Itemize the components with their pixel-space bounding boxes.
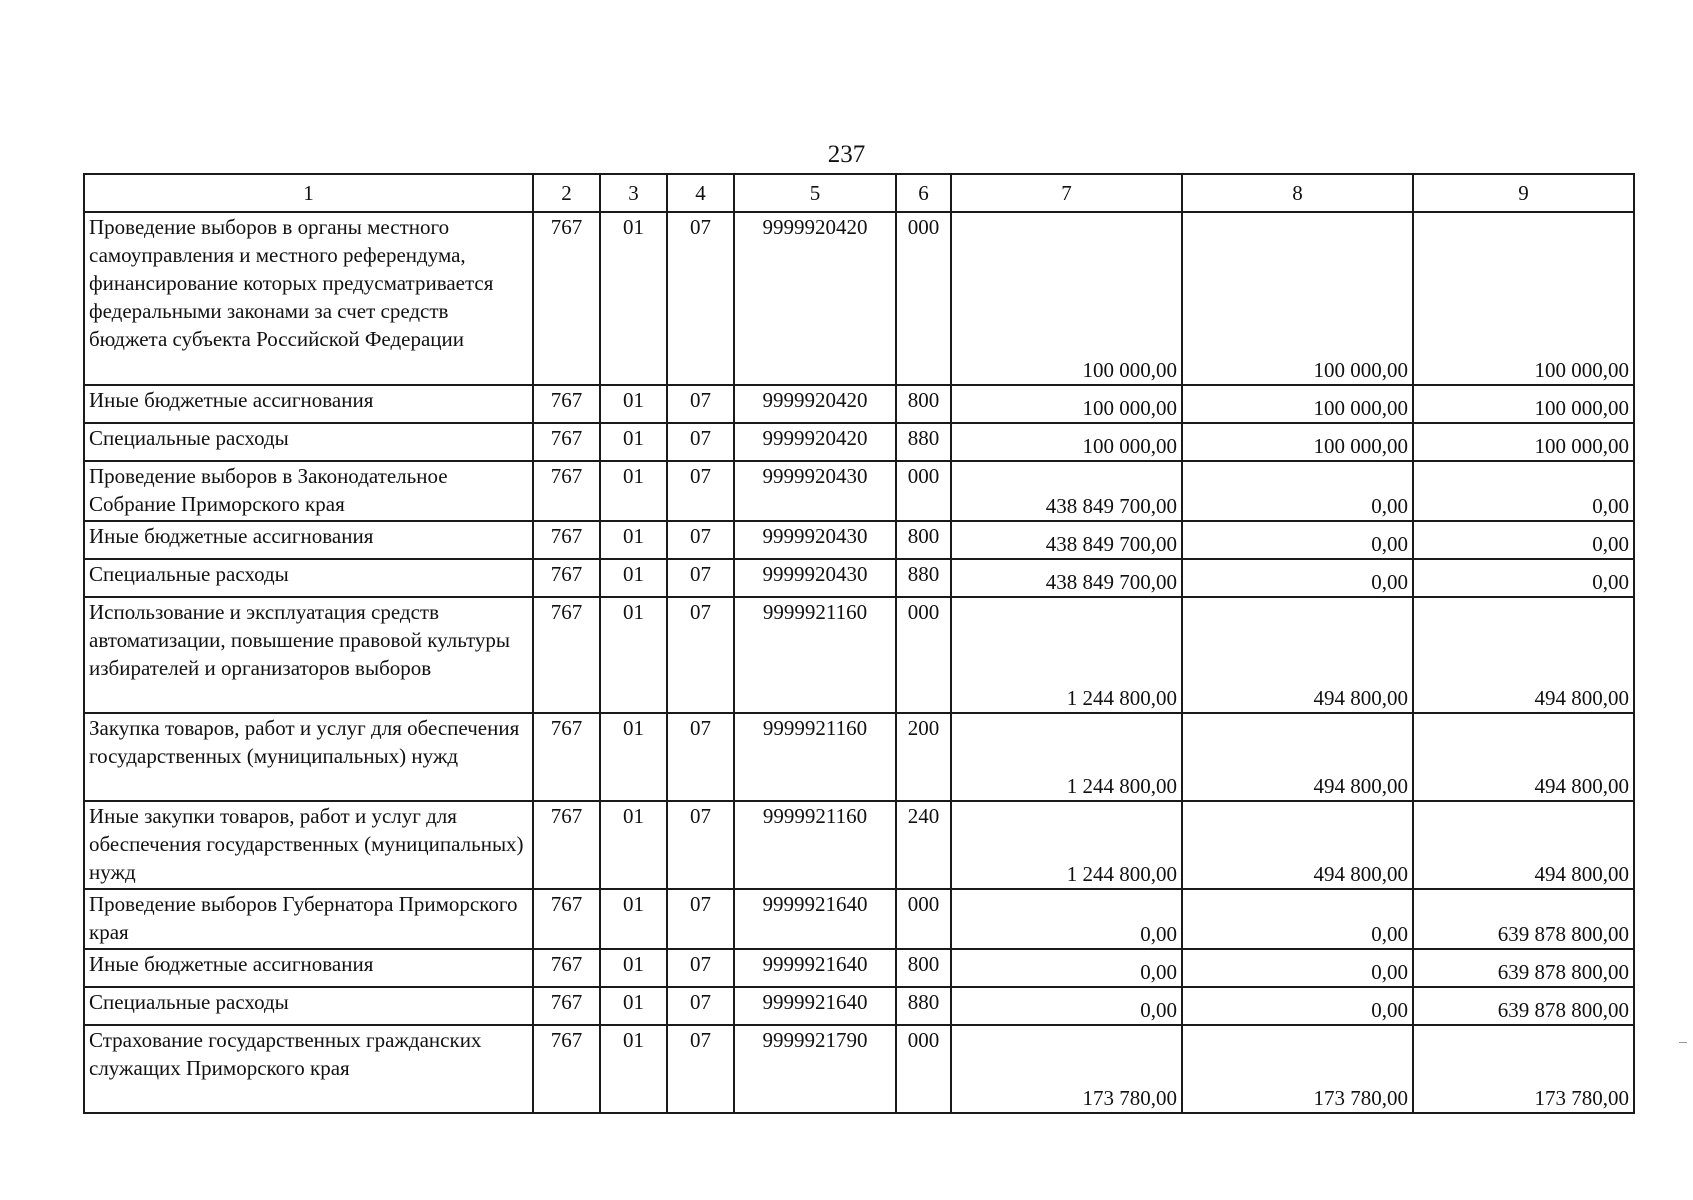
table-row [84, 597, 1634, 713]
row-name: Иные бюджетные ассигнования [84, 385, 533, 423]
row-amount-8: 100 000,00 [1182, 385, 1413, 423]
header-col-3: 3 [600, 174, 667, 212]
row-code-6: 880 [896, 559, 951, 597]
row-name: Страхование государственных гражданских служащих Приморского края [84, 1025, 533, 1113]
table-row [84, 212, 1634, 385]
row-code-5: 9999920420 [734, 385, 896, 423]
row-name: Проведение выборов в Законодательное Собрание Приморского края [84, 461, 533, 521]
row-amount-7: 0,00 [951, 949, 1182, 987]
row-code-5: 9999920420 [734, 212, 896, 385]
row-amount-8: 0,00 [1182, 559, 1413, 597]
row-code-2: 767 [533, 597, 600, 713]
row-amount-9: 100 000,00 [1413, 385, 1634, 423]
row-code-5: 9999921790 [734, 1025, 896, 1113]
row-code-2: 767 [533, 713, 600, 801]
row-code-3: 01 [600, 987, 667, 1025]
row-code-5: 9999921640 [734, 987, 896, 1025]
row-code-3: 01 [600, 949, 667, 987]
row-amount-9: 494 800,00 [1413, 597, 1634, 713]
row-amount-7: 438 849 700,00 [951, 559, 1182, 597]
table-row [84, 987, 1634, 1025]
row-amount-8: 0,00 [1182, 461, 1413, 521]
row-code-6: 800 [896, 385, 951, 423]
row-amount-8: 494 800,00 [1182, 713, 1413, 801]
row-code-5: 9999921640 [734, 949, 896, 987]
row-amount-9: 0,00 [1413, 559, 1634, 597]
header-col-2: 2 [533, 174, 600, 212]
row-code-2: 767 [533, 987, 600, 1025]
row-code-6: 800 [896, 949, 951, 987]
row-amount-7: 100 000,00 [951, 212, 1182, 385]
row-code-2: 767 [533, 1025, 600, 1113]
row-name: Проведение выборов в органы местного самоуправления и местного референдума, финансирование которых предусматривается федеральными законами за счет средств бюджета субъекта Российской Федерации [84, 212, 533, 385]
row-amount-9: 0,00 [1413, 521, 1634, 559]
row-code-4: 07 [667, 713, 734, 801]
header-col-7: 7 [951, 174, 1182, 212]
row-code-2: 767 [533, 801, 600, 889]
row-code-6: 000 [896, 597, 951, 713]
row-amount-7: 1 244 800,00 [951, 597, 1182, 713]
row-amount-7: 173 780,00 [951, 1025, 1182, 1113]
row-code-5: 9999921640 [734, 889, 896, 949]
table-row [84, 559, 1634, 597]
row-amount-8: 494 800,00 [1182, 801, 1413, 889]
table-row [84, 521, 1634, 559]
row-code-3: 01 [600, 423, 667, 461]
row-code-2: 767 [533, 889, 600, 949]
table-row [84, 713, 1634, 801]
row-code-5: 9999920420 [734, 423, 896, 461]
row-name: Закупка товаров, работ и услуг для обеспечения государственных (муниципальных) нужд [84, 713, 533, 801]
row-code-6: 240 [896, 801, 951, 889]
row-amount-8: 0,00 [1182, 987, 1413, 1025]
row-code-4: 07 [667, 559, 734, 597]
row-code-3: 01 [600, 597, 667, 713]
row-name: Проведение выборов Губернатора Приморского края [84, 889, 533, 949]
row-code-6: 000 [896, 461, 951, 521]
header-row [84, 174, 1634, 212]
row-code-4: 07 [667, 212, 734, 385]
row-code-4: 07 [667, 1025, 734, 1113]
row-code-3: 01 [600, 801, 667, 889]
header-col-9: 9 [1413, 174, 1634, 212]
row-name: Иные бюджетные ассигнования [84, 521, 533, 559]
row-name: Использование и эксплуатация средств автоматизации, повышение правовой культуры избирателей и организаторов выборов [84, 597, 533, 713]
row-amount-8: 173 780,00 [1182, 1025, 1413, 1113]
row-amount-9: 639 878 800,00 [1413, 987, 1634, 1025]
table-row [84, 423, 1634, 461]
row-code-3: 01 [600, 385, 667, 423]
row-code-5: 9999920430 [734, 461, 896, 521]
row-code-4: 07 [667, 461, 734, 521]
row-amount-9: 494 800,00 [1413, 801, 1634, 889]
table-row [84, 889, 1634, 949]
row-code-4: 07 [667, 385, 734, 423]
row-code-3: 01 [600, 212, 667, 385]
row-code-3: 01 [600, 559, 667, 597]
row-amount-9: 173 780,00 [1413, 1025, 1634, 1113]
row-amount-7: 0,00 [951, 987, 1182, 1025]
table-row [84, 385, 1634, 423]
row-code-5: 9999921160 [734, 801, 896, 889]
header-col-6: 6 [896, 174, 951, 212]
row-name: Специальные расходы [84, 987, 533, 1025]
row-code-2: 767 [533, 461, 600, 521]
table-row [84, 1025, 1634, 1113]
row-code-2: 767 [533, 521, 600, 559]
row-code-5: 9999920430 [734, 559, 896, 597]
row-code-3: 01 [600, 713, 667, 801]
row-amount-9: 494 800,00 [1413, 713, 1634, 801]
row-code-2: 767 [533, 949, 600, 987]
row-code-5: 9999920430 [734, 521, 896, 559]
row-code-6: 000 [896, 212, 951, 385]
row-code-2: 767 [533, 423, 600, 461]
row-code-5: 9999921160 [734, 597, 896, 713]
header-col-5: 5 [734, 174, 896, 212]
row-code-3: 01 [600, 461, 667, 521]
table-body [84, 212, 1634, 1113]
row-code-6: 200 [896, 713, 951, 801]
budget-table [83, 173, 1635, 1114]
row-code-6: 880 [896, 423, 951, 461]
page-number: 237 [827, 141, 866, 168]
row-amount-9: 100 000,00 [1413, 212, 1634, 385]
row-amount-7: 438 849 700,00 [951, 461, 1182, 521]
row-amount-9: 639 878 800,00 [1413, 889, 1634, 949]
table-row [84, 949, 1634, 987]
row-amount-8: 494 800,00 [1182, 597, 1413, 713]
row-code-4: 07 [667, 949, 734, 987]
row-code-4: 07 [667, 521, 734, 559]
table-row [84, 461, 1634, 521]
row-name: Иные закупки товаров, работ и услуг для обеспечения государственных (муниципальных) нужд [84, 801, 533, 889]
row-code-2: 767 [533, 385, 600, 423]
row-amount-8: 0,00 [1182, 889, 1413, 949]
row-code-4: 07 [667, 987, 734, 1025]
row-code-4: 07 [667, 801, 734, 889]
row-code-6: 000 [896, 1025, 951, 1113]
header-col-1: 1 [84, 174, 533, 212]
row-code-4: 07 [667, 423, 734, 461]
row-amount-7: 100 000,00 [951, 423, 1182, 461]
row-code-6: 800 [896, 521, 951, 559]
row-code-2: 767 [533, 559, 600, 597]
row-code-5: 9999921160 [734, 713, 896, 801]
row-code-3: 01 [600, 1025, 667, 1113]
row-amount-7: 100 000,00 [951, 385, 1182, 423]
row-code-6: 000 [896, 889, 951, 949]
row-code-4: 07 [667, 889, 734, 949]
row-amount-9: 639 878 800,00 [1413, 949, 1634, 987]
table-row [84, 801, 1634, 889]
row-code-4: 07 [667, 597, 734, 713]
row-amount-9: 0,00 [1413, 461, 1634, 521]
header-col-4: 4 [667, 174, 734, 212]
row-amount-8: 0,00 [1182, 949, 1413, 987]
row-amount-8: 100 000,00 [1182, 423, 1413, 461]
row-name: Специальные расходы [84, 423, 533, 461]
row-amount-7: 1 244 800,00 [951, 801, 1182, 889]
row-code-3: 01 [600, 889, 667, 949]
header-col-8: 8 [1182, 174, 1413, 212]
row-code-6: 880 [896, 987, 951, 1025]
row-code-3: 01 [600, 521, 667, 559]
row-amount-8: 100 000,00 [1182, 212, 1413, 385]
row-name: Иные бюджетные ассигнования [84, 949, 533, 987]
row-code-2: 767 [533, 212, 600, 385]
row-amount-7: 1 244 800,00 [951, 713, 1182, 801]
row-amount-7: 0,00 [951, 889, 1182, 949]
row-amount-9: 100 000,00 [1413, 423, 1634, 461]
row-amount-7: 438 849 700,00 [951, 521, 1182, 559]
row-name: Специальные расходы [84, 559, 533, 597]
scan-mark [1679, 1042, 1687, 1043]
row-amount-8: 0,00 [1182, 521, 1413, 559]
